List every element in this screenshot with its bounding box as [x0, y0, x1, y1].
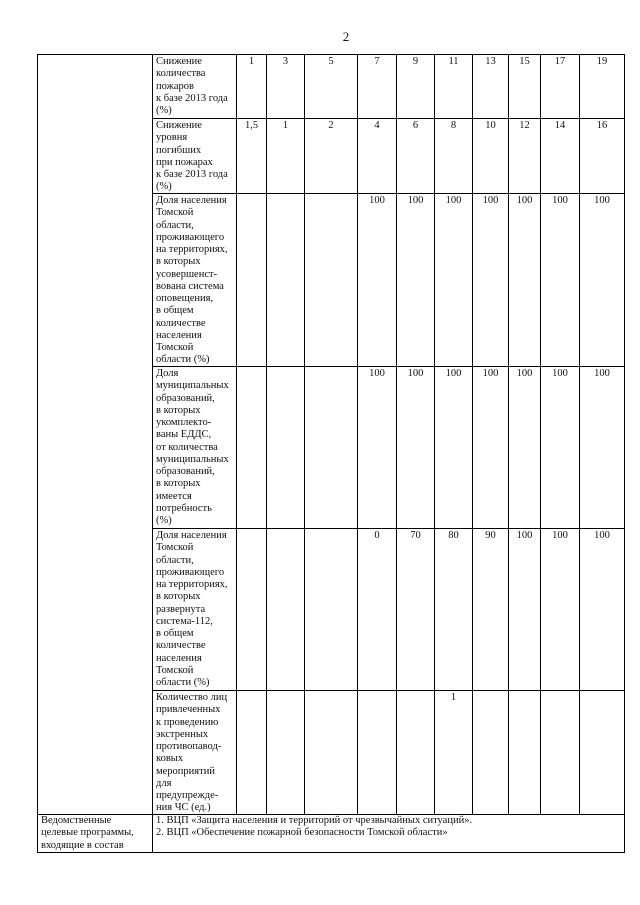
value-cell: 100	[509, 529, 541, 691]
value-cell: 19	[580, 55, 625, 119]
value-cell	[267, 194, 305, 367]
value-cell: 4	[358, 119, 397, 194]
value-cell: 70	[397, 529, 435, 691]
value-cell	[509, 691, 541, 815]
value-cell: 100	[541, 194, 580, 367]
value-cell: 90	[473, 529, 509, 691]
value-cell	[237, 194, 267, 367]
value-cell	[305, 367, 358, 529]
value-cell	[580, 691, 625, 815]
value-cell: 1	[435, 691, 473, 815]
value-cell: 0	[358, 529, 397, 691]
programs-list	[153, 815, 625, 853]
value-cell: 7	[358, 55, 397, 119]
indicators-table	[37, 54, 625, 853]
value-cell: 100	[397, 194, 435, 367]
value-cell: 15	[509, 55, 541, 119]
value-cell: 1,5	[237, 119, 267, 194]
value-cell: 12	[509, 119, 541, 194]
value-cell: 100	[580, 367, 625, 529]
value-cell: 100	[473, 194, 509, 367]
value-cell: 14	[541, 119, 580, 194]
value-cell: 100	[509, 194, 541, 367]
value-cell: 10	[473, 119, 509, 194]
value-cell: 100	[509, 367, 541, 529]
value-cell	[267, 529, 305, 691]
program-item: 2. ВЦП «Обеспечение пожарной безопасности Томской области»	[156, 827, 448, 839]
value-cell: 80	[435, 529, 473, 691]
value-cell	[358, 691, 397, 815]
value-cell: 13	[473, 55, 509, 119]
value-cell: 1	[267, 119, 305, 194]
indicator-name: Доля населения Томской области, проживающего на территориях, в которых развернута система-112, в общем количестве населения Томской области (%)	[153, 529, 237, 691]
indicator-name: Доля муниципальных образований, в которых укомплекто- ваны ЕДДС, от количества муниципальных образований, в которых имеется потребность (%)	[153, 367, 237, 529]
indicator-name: Количество лиц привлеченных к проведению экстренных противопавод- ковых мероприятий для предупрежде- ния ЧС (ед.)	[153, 691, 237, 815]
value-cell: 100	[358, 367, 397, 529]
value-cell	[237, 367, 267, 529]
indicator-name: Доля населения Томской области, проживающего на территориях, в которых усовершенст- вована система оповещения, в общем количестве населения Томской области (%)	[153, 194, 237, 367]
value-cell: 100	[358, 194, 397, 367]
value-cell	[473, 691, 509, 815]
value-cell: 16	[580, 119, 625, 194]
value-cell: 100	[435, 367, 473, 529]
value-cell: 100	[397, 367, 435, 529]
value-cell	[237, 529, 267, 691]
value-cell: 6	[397, 119, 435, 194]
value-cell: 8	[435, 119, 473, 194]
value-cell: 3	[267, 55, 305, 119]
program-item: 1. ВЦП «Защита населения и территорий от чрезвычайных ситуаций».	[156, 815, 473, 826]
indicator-name: Снижение количества пожаров к базе 2013 года (%)	[153, 55, 237, 119]
value-cell: 5	[305, 55, 358, 119]
indicator-name: Снижение уровня погибших при пожарах к базе 2013 года (%)	[153, 119, 237, 194]
value-cell: 100	[541, 367, 580, 529]
value-cell	[237, 691, 267, 815]
value-cell	[305, 529, 358, 691]
value-cell: 100	[473, 367, 509, 529]
value-cell	[267, 691, 305, 815]
value-cell: 11	[435, 55, 473, 119]
value-cell: 9	[397, 55, 435, 119]
programs-row-label: Ведомственные целевые программы, входящие в состав	[38, 815, 153, 853]
value-cell: 100	[580, 194, 625, 367]
page-number: 2	[342, 29, 350, 44]
value-cell: 100	[580, 529, 625, 691]
section-label-cell	[38, 55, 153, 815]
value-cell: 100	[541, 529, 580, 691]
value-cell: 100	[435, 194, 473, 367]
value-cell	[267, 367, 305, 529]
value-cell	[397, 691, 435, 815]
value-cell: 1	[237, 55, 267, 119]
value-cell: 2	[305, 119, 358, 194]
value-cell: 17	[541, 55, 580, 119]
value-cell	[305, 194, 358, 367]
value-cell	[541, 691, 580, 815]
value-cell	[305, 691, 358, 815]
